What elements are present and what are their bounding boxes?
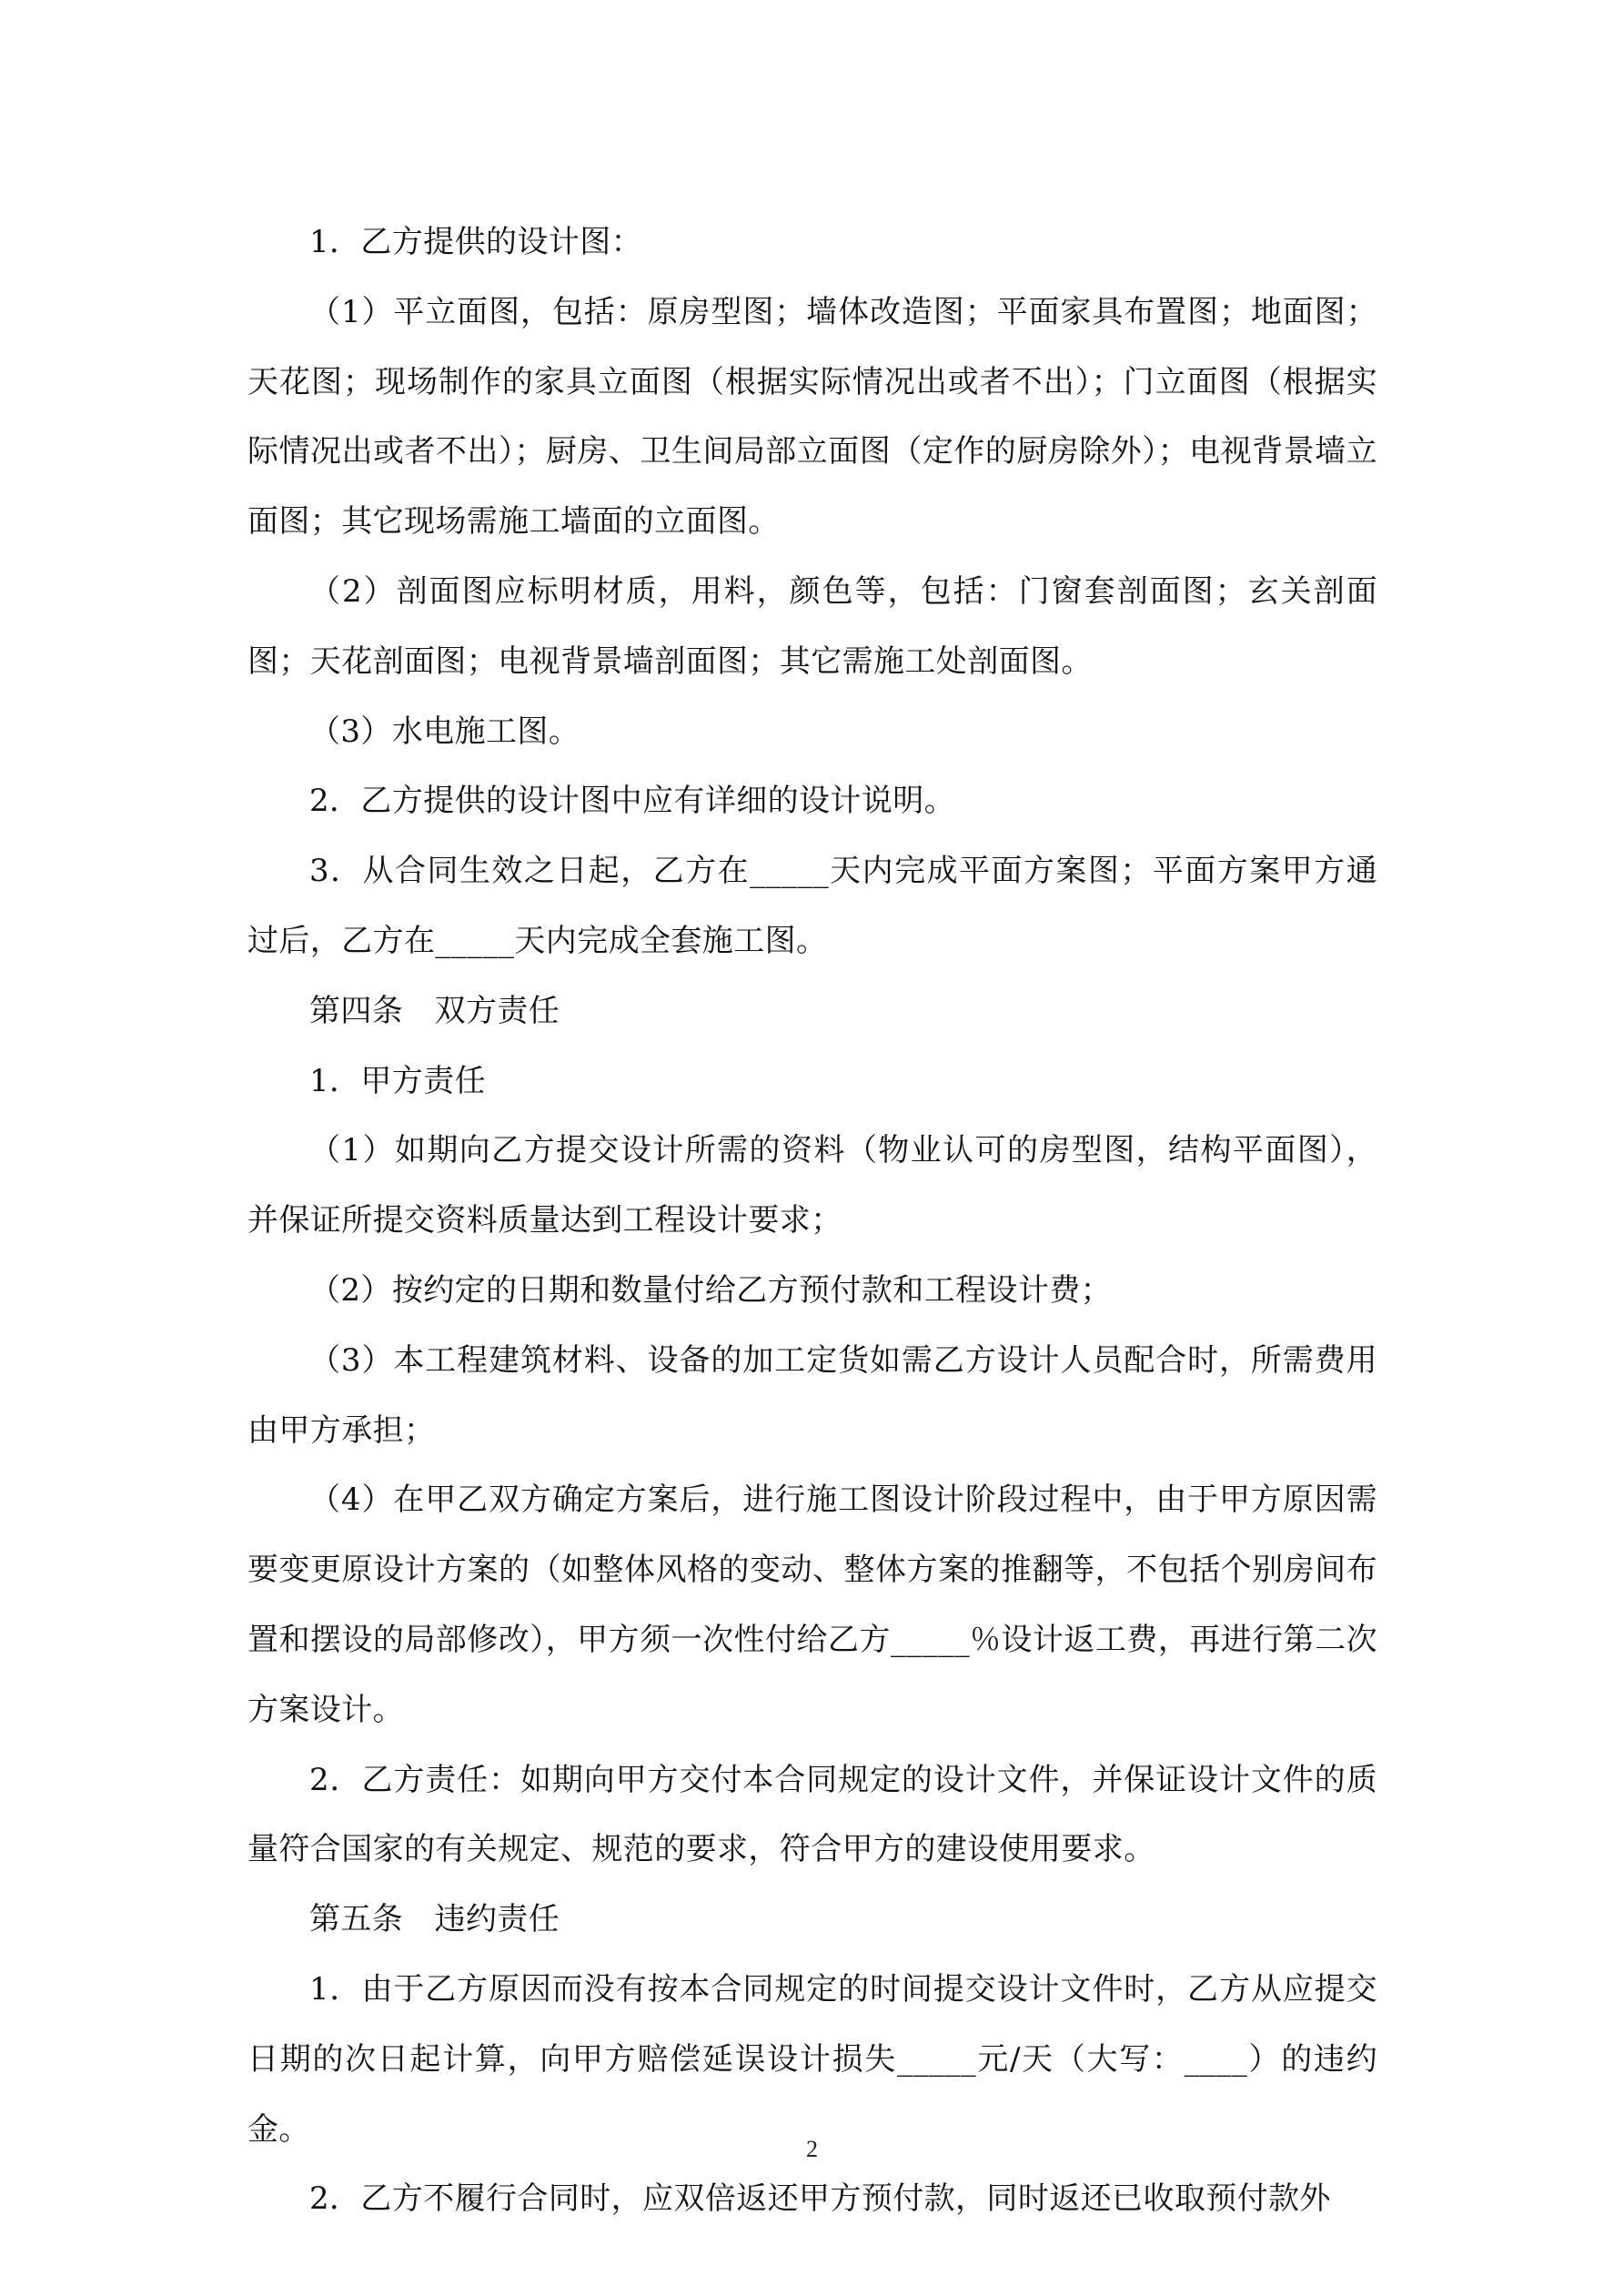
- document-body: [247, 207, 1377, 2234]
- paragraph-design-notes: 2．乙方提供的设计图中应有详细的设计说明。: [309, 783, 956, 820]
- paragraph-party-a-item-2: （2）按约定的日期和数量付给乙方预付款和工程设计费；: [309, 1271, 1113, 1309]
- paragraph-elevation-drawings: （1）平立面图，包括：原房型图；墙体改造图；平面家具布置图；地面图；天花图；现场制作的家具立面图（根据实际情况出或者不出）；门立面图（根据实际情况出或者不出）；厨房、卫生间局部立面图（定作的厨房除外）；电视背景墙立面图；其它现场需施工墙面的立面图。: [247, 293, 1377, 541]
- paragraph-plumbing-electrical-drawings: （3）水电施工图。: [309, 713, 580, 750]
- paragraph-party-b-responsibility: 2．乙方责任：如期向甲方交付本合同规定的设计文件，并保证设计文件的质量符合国家的有关规定、规范的要求，符合甲方的建设使用要求。: [247, 1761, 1377, 1868]
- paragraph-breach-item-2: 2．乙方不履行合同时，应双倍返还甲方预付款，同时返还已收取预付款外: [309, 2180, 1331, 2218]
- paragraph-design-drawings: 1．乙方提供的设计图：: [309, 224, 643, 260]
- paragraph-party-a-item-4: （4）在甲乙双方确定方案后，进行施工图设计阶段过程中，由于甲方原因需要变更原设计方案的（如整体风格的变动、整体方案的推翻等，不包括个别房间布置和摆设的局部修改），甲方须一次性付给乙方_____％设计返工费，再进行第二次方案设计。: [247, 1482, 1377, 1728]
- paragraph-party-a-responsibility-heading: 1．甲方责任: [309, 1062, 487, 1099]
- page-number: 2: [806, 2136, 818, 2162]
- paragraph-design-schedule: 3．从合同生效之日起，乙方在_____天内完成平面方案图；平面方案甲方通过后，乙方在_____天内完成全套施工图。: [247, 853, 1377, 959]
- heading-article-five: 第五条 违约责任: [309, 1901, 560, 1938]
- paragraph-party-a-item-3: （3）本工程建筑材料、设备的加工定货如需乙方设计人员配合时，所需费用由甲方承担；: [247, 1341, 1377, 1449]
- paragraph-section-drawings: （2）剖面图应标明材质，用料，颜色等，包括：门窗套剖面图；玄关剖面图；天花剖面图；电视背景墙剖面图；其它需施工处剖面图。: [247, 572, 1377, 680]
- paragraph-breach-item-1: 1．由于乙方原因而没有按本合同规定的时间提交设计文件时，乙方从应提交日期的次日起计算，向甲方赔偿延误设计损失_____元/天（大写：____）的违约金。: [247, 1970, 1377, 2148]
- paragraph-party-a-item-1: （1）如期向乙方提交设计所需的资料（物业认可的房型图，结构平面图），并保证所提交资料质量达到工程设计要求；: [247, 1132, 1377, 1239]
- heading-article-four: 第四条 双方责任: [309, 992, 560, 1029]
